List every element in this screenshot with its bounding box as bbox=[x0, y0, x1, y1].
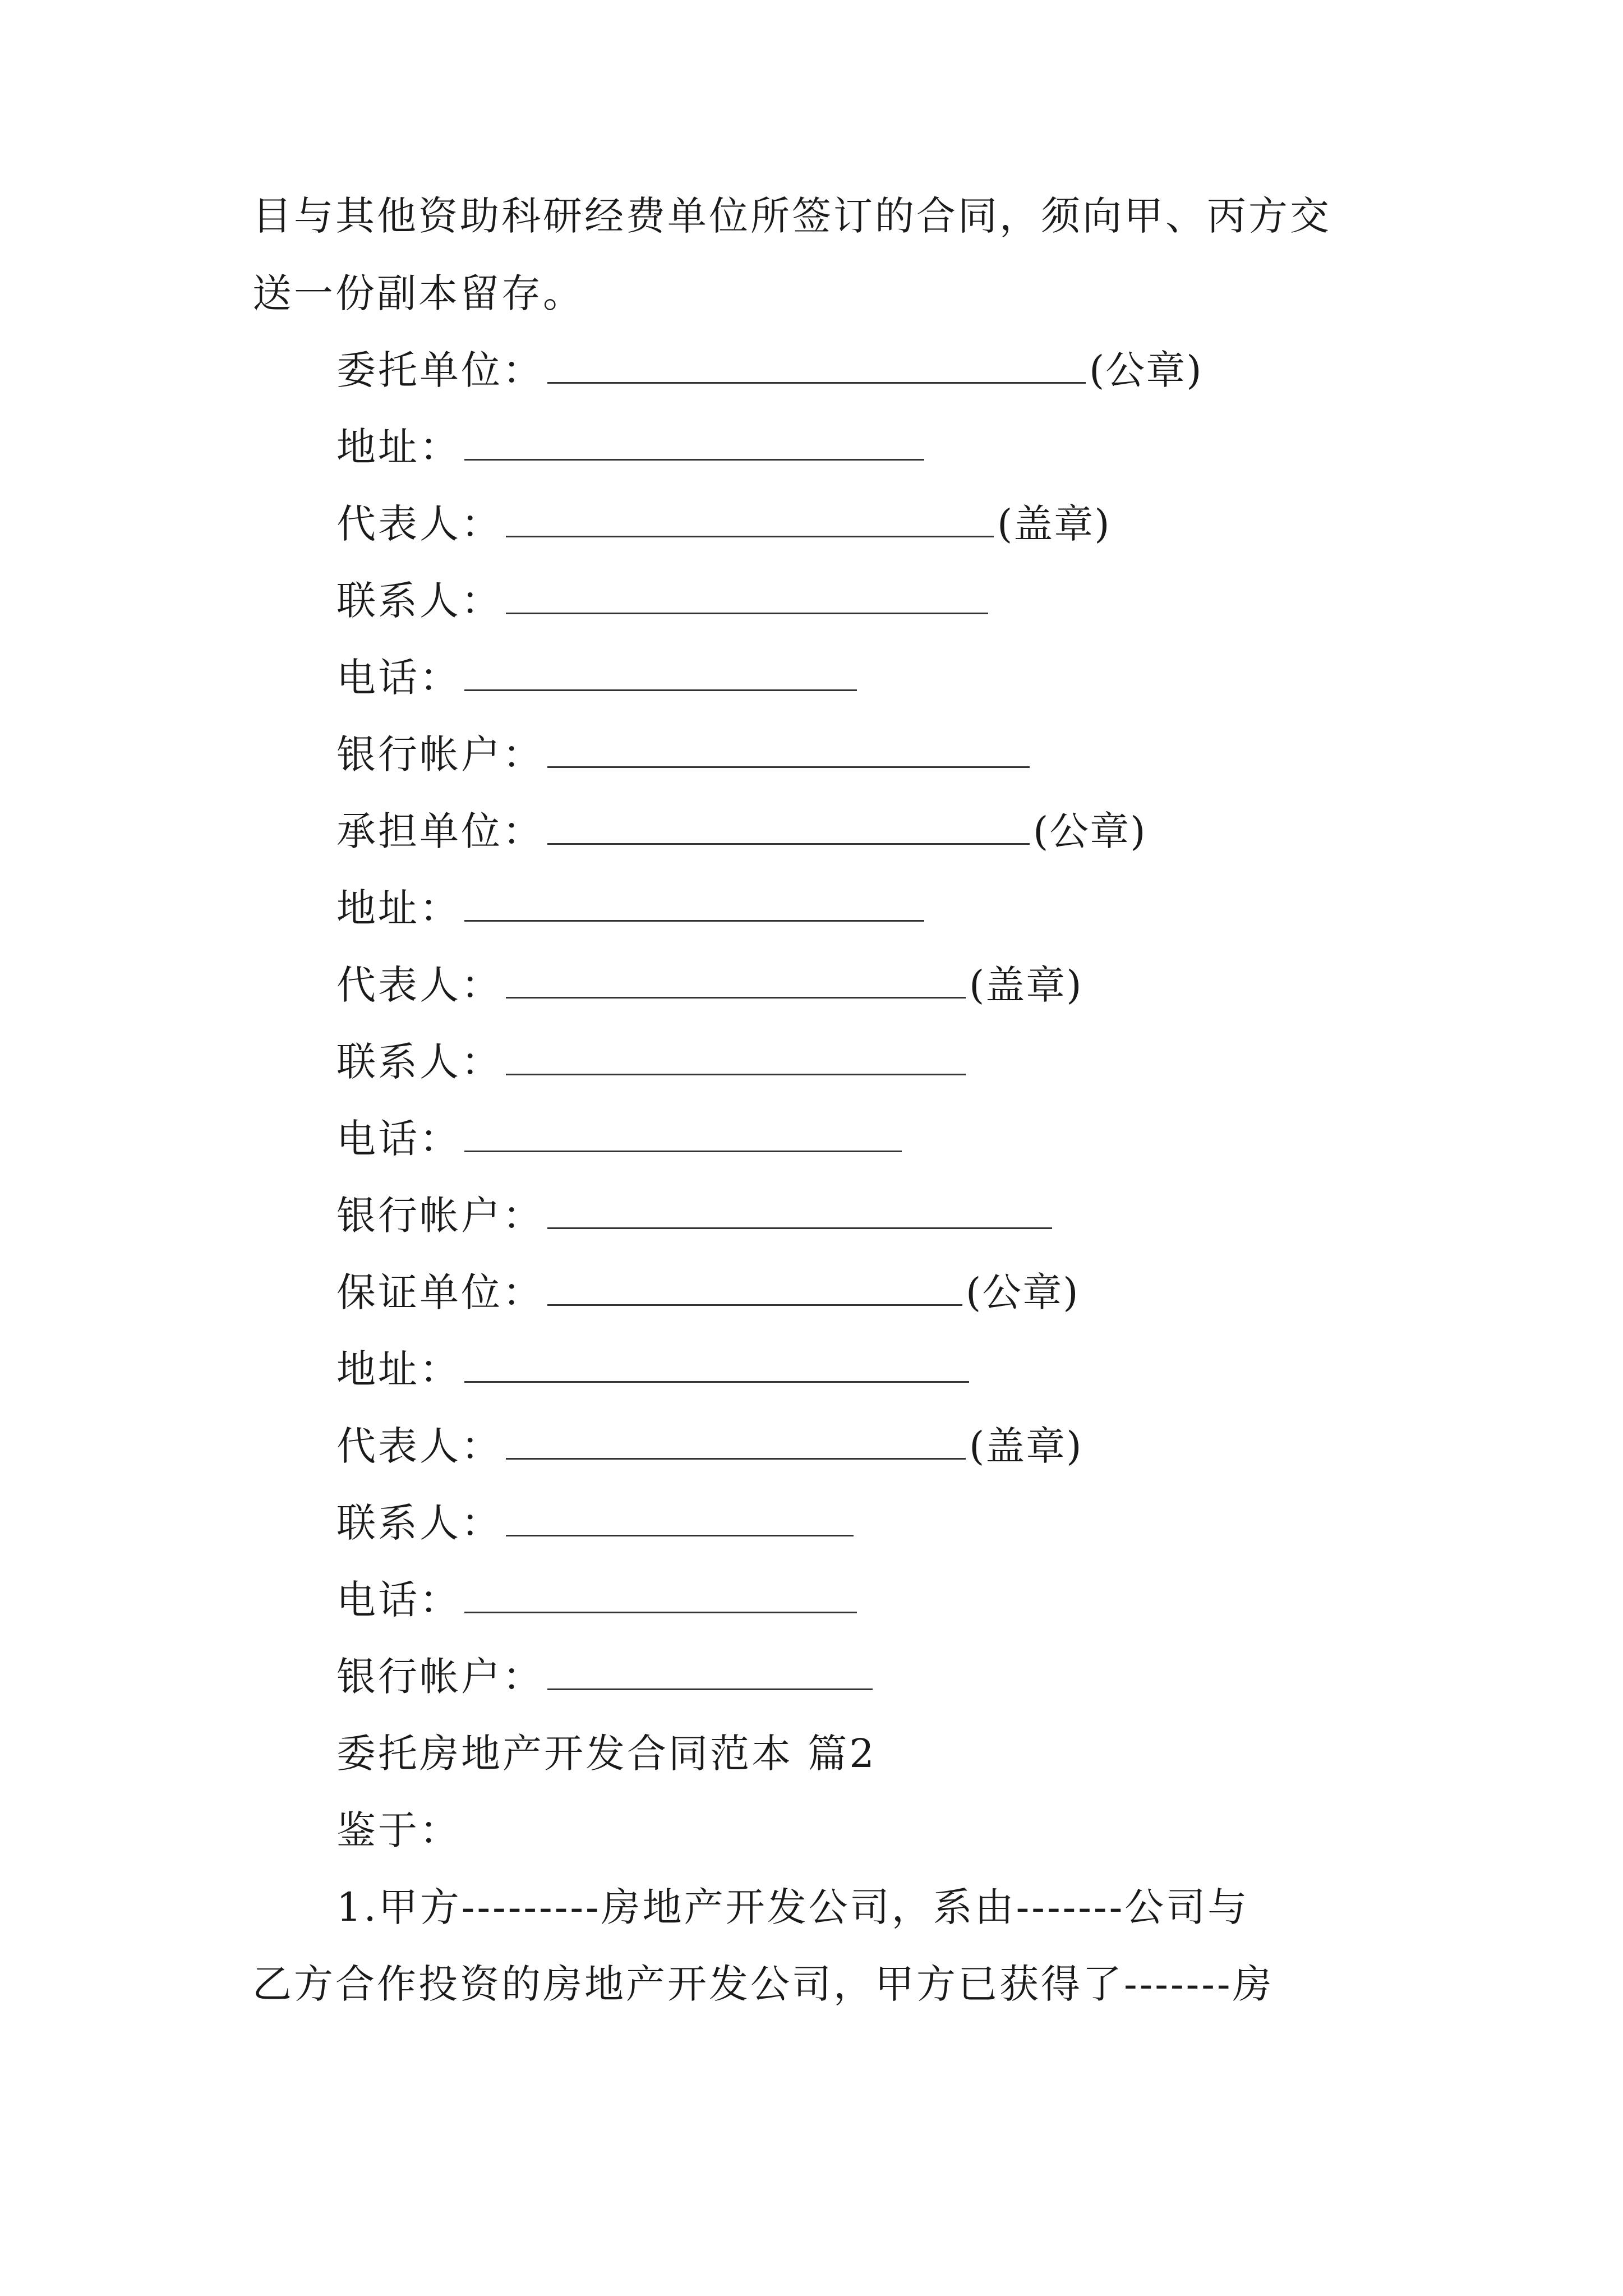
guarantee-representative-row bbox=[336, 1421, 1083, 1471]
undertaking-phone-label: 电话： bbox=[336, 1116, 461, 1162]
entrusting-representative-label: 代表人： bbox=[336, 501, 502, 547]
undertaking-representative-row bbox=[336, 960, 1083, 1010]
guarantee-contact-label: 联系人： bbox=[336, 1500, 502, 1546]
entrusting-contact-row bbox=[336, 576, 992, 626]
undertaking-representative-blank[interactable] bbox=[506, 961, 966, 999]
undertaking-phone-blank[interactable] bbox=[464, 1115, 902, 1152]
entrusting-bank-label: 银行帐户： bbox=[336, 731, 544, 777]
undertaking-bank-blank[interactable] bbox=[547, 1191, 1052, 1229]
entrusting-bank-row bbox=[336, 729, 1033, 780]
entrusting-representative-seal-note: (盖章) bbox=[997, 501, 1111, 547]
undertaking-unit-blank[interactable] bbox=[547, 807, 1030, 845]
entrusting-unit-row bbox=[336, 345, 1203, 395]
guarantee-contact-row bbox=[336, 1498, 857, 1548]
entrusting-contact-blank[interactable] bbox=[506, 577, 988, 614]
undertaking-address-row bbox=[336, 883, 928, 933]
guarantee-phone-label: 电话： bbox=[336, 1577, 461, 1623]
entrusting-phone-label: 电话： bbox=[336, 655, 461, 701]
entrusting-representative-row bbox=[336, 499, 1111, 549]
clause-1-line-1: 1.甲方---------房地产开发公司，系由-------公司与 bbox=[336, 1884, 1249, 1930]
undertaking-bank-row bbox=[336, 1190, 1055, 1241]
undertaking-unit-seal-note: (公章) bbox=[1033, 808, 1147, 854]
entrusting-phone-row bbox=[336, 652, 860, 703]
entrusting-representative-blank[interactable] bbox=[506, 500, 994, 537]
entrusting-address-label: 地址： bbox=[336, 424, 461, 470]
guarantee-unit-blank[interactable] bbox=[547, 1268, 962, 1306]
whereas-heading: 鉴于： bbox=[336, 1807, 461, 1853]
entrusting-address-row bbox=[336, 422, 928, 472]
undertaking-address-label: 地址： bbox=[336, 885, 461, 931]
entrusting-address-blank[interactable] bbox=[464, 423, 924, 461]
undertaking-address-blank[interactable] bbox=[464, 884, 924, 922]
undertaking-contact-blank[interactable] bbox=[506, 1038, 966, 1075]
guarantee-phone-row bbox=[336, 1575, 860, 1625]
undertaking-unit-row bbox=[336, 806, 1147, 857]
guarantee-address-row bbox=[336, 1344, 972, 1395]
guarantee-representative-label: 代表人： bbox=[336, 1423, 502, 1469]
intro-line-1: 目与其他资助科研经费单位所签订的合同，须向甲、丙方交 bbox=[252, 193, 1331, 239]
guarantee-address-blank[interactable] bbox=[464, 1345, 969, 1383]
guarantee-representative-blank[interactable] bbox=[506, 1422, 966, 1460]
undertaking-contact-row bbox=[336, 1037, 969, 1087]
entrusting-contact-label: 联系人： bbox=[336, 578, 502, 624]
guarantee-contact-blank[interactable] bbox=[506, 1499, 854, 1536]
guarantee-bank-row bbox=[336, 1651, 876, 1702]
entrusting-bank-blank[interactable] bbox=[547, 730, 1030, 768]
undertaking-representative-label: 代表人： bbox=[336, 962, 502, 1008]
guarantee-phone-blank[interactable] bbox=[464, 1576, 857, 1613]
section-2-title: 委托房地产开发合同范本 篇2 bbox=[336, 1731, 877, 1777]
clause-1-line-2: 乙方合作投资的房地产开发公司，甲方已获得了-------房 bbox=[252, 1961, 1274, 2007]
entrusting-unit-label: 委托单位： bbox=[336, 347, 544, 393]
guarantee-unit-row bbox=[336, 1267, 1080, 1318]
guarantee-unit-seal-note: (公章) bbox=[966, 1269, 1080, 1315]
guarantee-address-label: 地址： bbox=[336, 1346, 461, 1392]
undertaking-unit-label: 承担单位： bbox=[336, 808, 544, 854]
intro-line-2: 送一份副本留存。 bbox=[252, 270, 584, 316]
entrusting-phone-blank[interactable] bbox=[464, 654, 857, 691]
undertaking-representative-seal-note: (盖章) bbox=[969, 962, 1083, 1008]
undertaking-bank-label: 银行帐户： bbox=[336, 1193, 544, 1239]
undertaking-phone-row bbox=[336, 1114, 905, 1164]
guarantee-unit-label: 保证单位： bbox=[336, 1269, 544, 1315]
undertaking-contact-label: 联系人： bbox=[336, 1039, 502, 1085]
guarantee-bank-label: 银行帐户： bbox=[336, 1654, 544, 1700]
guarantee-representative-seal-note: (盖章) bbox=[969, 1423, 1083, 1469]
entrusting-unit-seal-note: (公章) bbox=[1089, 347, 1203, 393]
entrusting-unit-blank[interactable] bbox=[547, 346, 1086, 384]
guarantee-bank-blank[interactable] bbox=[547, 1653, 873, 1690]
